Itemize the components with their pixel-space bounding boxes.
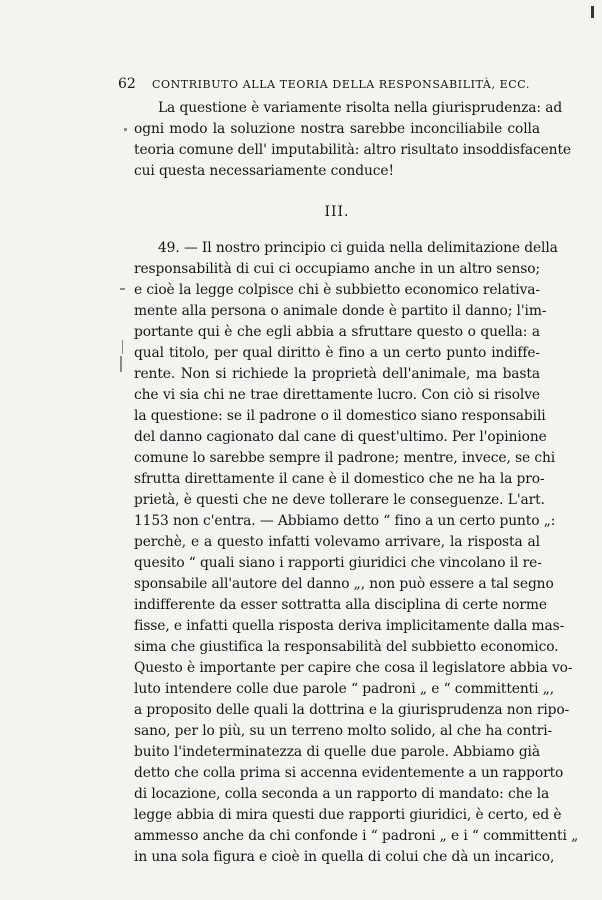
- text-line: La questione è variamente risolta nella giurisprudenza: ad: [158, 100, 563, 116]
- text-line: 1153 non c'entra. — Abbiamo detto “ fino a un certo punto „:: [134, 513, 556, 529]
- text-line: mente alla persona o animale donde è partito il danno; l'im-: [134, 303, 547, 319]
- text-line: di locazione, colla seconda a un rapporto di mandato: che la: [134, 786, 550, 802]
- text-line: rente. Non si richiede la proprietà dell'animale, ma basta: [134, 366, 540, 382]
- section-heading: III.: [324, 204, 350, 220]
- text-line: Questo è importante per capire che cosa il legislatore abbia vo-: [134, 660, 573, 676]
- text-line: cui questa necessariamente conduce!: [134, 163, 394, 179]
- text-line: responsabilità di cui ci occupiamo anche in un altro senso;: [134, 261, 540, 277]
- margin-speck: [120, 288, 125, 290]
- text-line: sano, per lo più, su un terreno molto solido, al che ha contri-: [134, 723, 553, 739]
- text-line: la questione: se il padrone o il domestico siano responsabili: [134, 408, 546, 424]
- running-title: CONTRIBUTO ALLA TEORIA DELLA RESPONSABILITÀ, ECC.: [151, 78, 531, 91]
- text-line: sfrutta direttamente il cane è il domestico che ne ha la pro-: [134, 471, 545, 487]
- text-line: portante qui è che egli abbia a sfruttare questo o quella: a: [134, 324, 540, 340]
- text-line: a proposito delle quali la dottrina e la giurisprudenza non ripo-: [134, 702, 570, 718]
- scan-corner-mark: [591, 6, 594, 18]
- text-line: indifferente da esser sottratta alla disciplina di certe norme: [134, 597, 547, 613]
- text-line: sponsabile all'autore del danno „, non può essere a tal segno: [134, 576, 554, 592]
- margin-speck: [124, 128, 127, 131]
- text-line: legge abbia di mira questi due rapporti giuridici, è certo, ed è: [134, 807, 562, 823]
- text-line: 49. — Il nostro principio ci guida nella delimitazione della: [158, 240, 558, 256]
- text-line: luto intendere colle due parole “ padroni „ e “ committenti „,: [134, 681, 555, 697]
- text-line: e cioè la legge colpisce chi è subbietto economico relativa-: [134, 282, 540, 298]
- text-line: buito l'indeterminatezza di quelle due parole. Abbiamo già: [134, 744, 540, 760]
- text-line: che vi sia chi ne trae direttamente lucro. Con ciò si risolve: [134, 387, 540, 403]
- text-line: qual titolo, per qual diritto è fino a un certo punto indiffe-: [134, 345, 540, 361]
- text-line: perchè, e a questo infatti volevamo arrivare, la risposta al: [134, 534, 540, 550]
- text-line: sima che giustifica la responsabilità del subbietto economico.: [134, 639, 559, 655]
- text-line: ammesso anche da chi confonde i “ padroni „ e i “ committenti „: [134, 828, 579, 844]
- text-line: prietà, è questi che ne deve tollerare le conseguenze. L'art.: [134, 492, 545, 508]
- text-line: ogni modo la soluzione nostra sarebbe inconciliabile colla: [134, 121, 540, 137]
- margin-rule: [120, 356, 122, 372]
- text-line: comune lo sarebbe sempre il padrone; mentre, invece, se chi: [134, 450, 556, 466]
- text-line: detto che colla prima si accenna evidentemente a un rapporto: [134, 765, 564, 781]
- text-line: del danno cagionato dal cane di quest'ultimo. Per l'opinione: [134, 429, 547, 445]
- page-number: 62: [118, 76, 136, 92]
- text-line: in una sola figura e cioè in quella di colui che dà un incarico,: [134, 849, 555, 865]
- text-line: quesito “ quali siano i rapporti giuridici che vincolano il re-: [134, 555, 542, 571]
- text-line: teoria comune dell' imputabilità: altro risultato insoddisfacente: [134, 142, 571, 158]
- text-line: fisse, e infatti quella risposta deriva implicitamente dalla mas-: [134, 618, 565, 634]
- margin-rule: [122, 340, 123, 354]
- running-header: [118, 76, 548, 92]
